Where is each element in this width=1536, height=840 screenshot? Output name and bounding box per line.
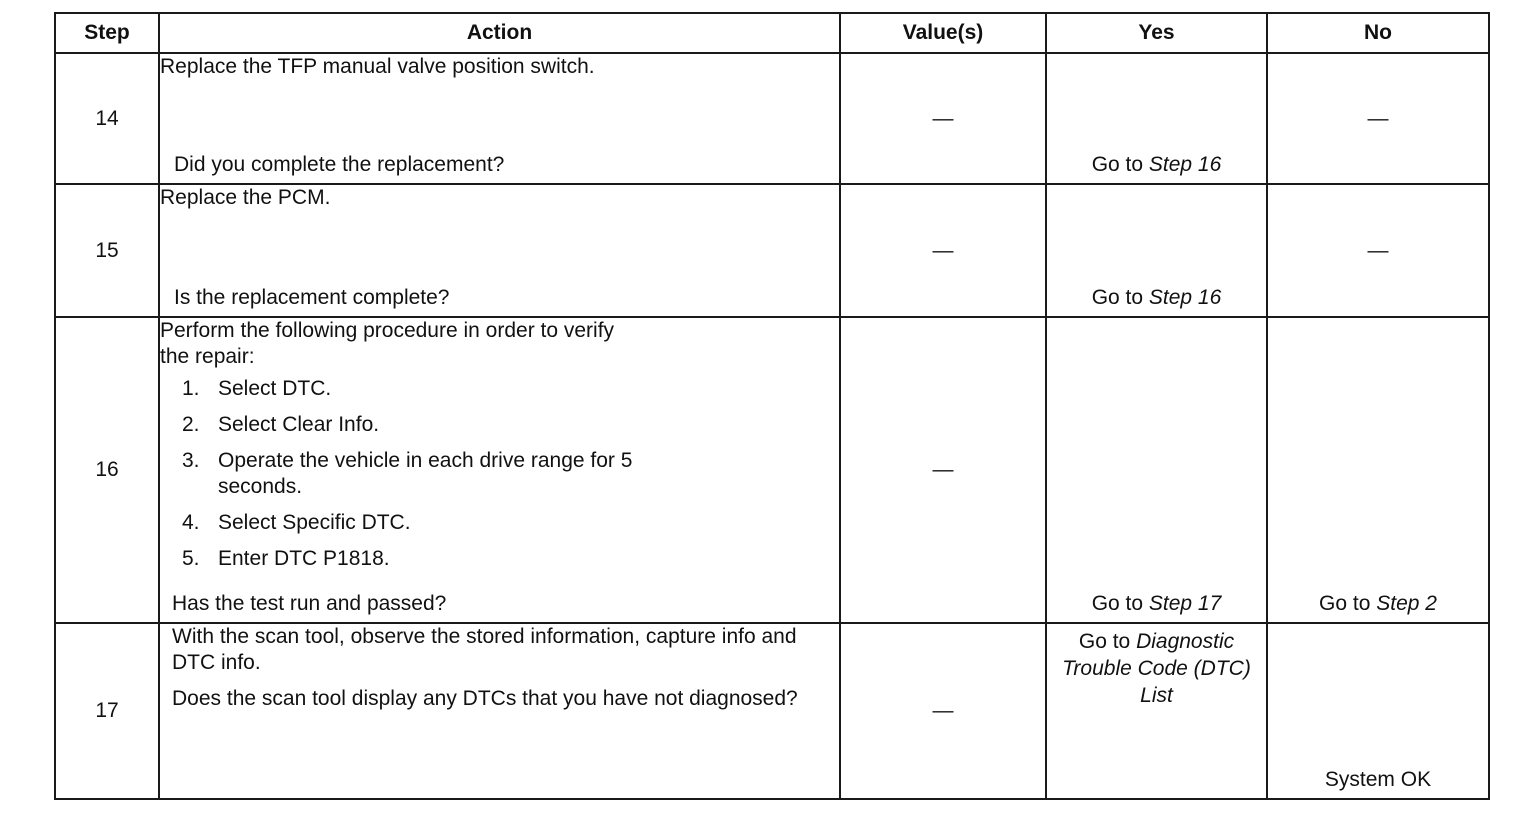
- yes-cell: [1046, 184, 1267, 317]
- yes-cell: [1046, 53, 1267, 184]
- value-cell: —: [840, 317, 1046, 623]
- list-item: [182, 510, 839, 536]
- yes-prefix: Go to: [1078, 630, 1137, 653]
- action-question: Is the replacement complete?: [174, 286, 450, 309]
- diagnostic-table: [54, 12, 1490, 800]
- table-row: [55, 184, 1489, 317]
- header-row: [55, 13, 1489, 53]
- value-cell: —: [840, 184, 1046, 317]
- action-text: Perform the following procedure in order to verify the repair:: [160, 319, 615, 368]
- action-text: With the scan tool, observe the stored information, capture info and DTC info.: [172, 625, 797, 674]
- list-item-text: Select Specific DTC.: [218, 511, 411, 534]
- yes-dtc-list-link[interactable]: Diagnostic Trouble Code (DTC) List: [1062, 630, 1251, 707]
- no-value: —: [1367, 106, 1389, 130]
- action-question: Has the test run and passed?: [172, 592, 447, 615]
- yes-cell: [1046, 317, 1267, 623]
- yes-cell: [1046, 623, 1267, 799]
- yes-prefix: Go to: [1091, 153, 1149, 176]
- header-values: Value(s): [840, 13, 1046, 53]
- table-row: [55, 53, 1489, 184]
- header-no: No: [1267, 13, 1489, 53]
- yes-step-link[interactable]: Step 16: [1148, 286, 1222, 309]
- procedure-list: [160, 376, 839, 572]
- no-cell: [1267, 53, 1489, 184]
- value-cell: —: [840, 53, 1046, 184]
- yes-prefix: Go to: [1091, 592, 1149, 615]
- action-text: Replace the TFP manual valve position switch.: [160, 55, 595, 78]
- list-item-number: 3.: [182, 449, 200, 472]
- header-action: Action: [159, 13, 840, 53]
- value-cell: —: [840, 623, 1046, 799]
- no-cell: [1267, 317, 1489, 623]
- no-prefix: Go to: [1319, 592, 1377, 615]
- no-value: System OK: [1324, 768, 1432, 791]
- no-cell: [1267, 184, 1489, 317]
- action-question: Does the scan tool display any DTCs that you have not diagnosed?: [172, 687, 798, 710]
- header-yes: Yes: [1046, 13, 1267, 53]
- list-item-text: Select DTC.: [218, 377, 332, 400]
- step-number: 14: [55, 53, 159, 184]
- yes-step-link[interactable]: Step 16: [1148, 153, 1222, 176]
- table-row: [55, 623, 1489, 799]
- list-item: [182, 546, 839, 572]
- yes-step-link[interactable]: Step 17: [1148, 592, 1222, 615]
- step-number: 17: [55, 623, 159, 799]
- step-number: 15: [55, 184, 159, 317]
- list-item-number: 4.: [182, 511, 200, 534]
- table-row: [55, 317, 1489, 623]
- action-cell: [159, 184, 840, 317]
- step-number: 16: [55, 317, 159, 623]
- list-item-number: 2.: [182, 413, 200, 436]
- list-item: [182, 448, 839, 500]
- list-item-number: 5.: [182, 547, 200, 570]
- list-item-text: Enter DTC P1818.: [218, 547, 390, 570]
- action-cell: [159, 53, 840, 184]
- yes-prefix: Go to: [1091, 286, 1149, 309]
- no-cell: [1267, 623, 1489, 799]
- list-item-number: 1.: [182, 377, 200, 400]
- action-cell: [159, 317, 840, 623]
- no-value: —: [1367, 238, 1389, 262]
- action-text: Replace the PCM.: [160, 186, 331, 209]
- action-cell: [159, 623, 840, 799]
- list-item: [182, 412, 839, 438]
- no-step-link[interactable]: Step 2: [1376, 592, 1437, 615]
- list-item-text: Select Clear Info.: [218, 413, 380, 436]
- header-step: Step: [55, 13, 159, 53]
- list-item-text: Operate the vehicle in each drive range for 5 seconds.: [218, 449, 633, 498]
- action-question: Did you complete the replacement?: [174, 153, 505, 176]
- list-item: [182, 376, 839, 402]
